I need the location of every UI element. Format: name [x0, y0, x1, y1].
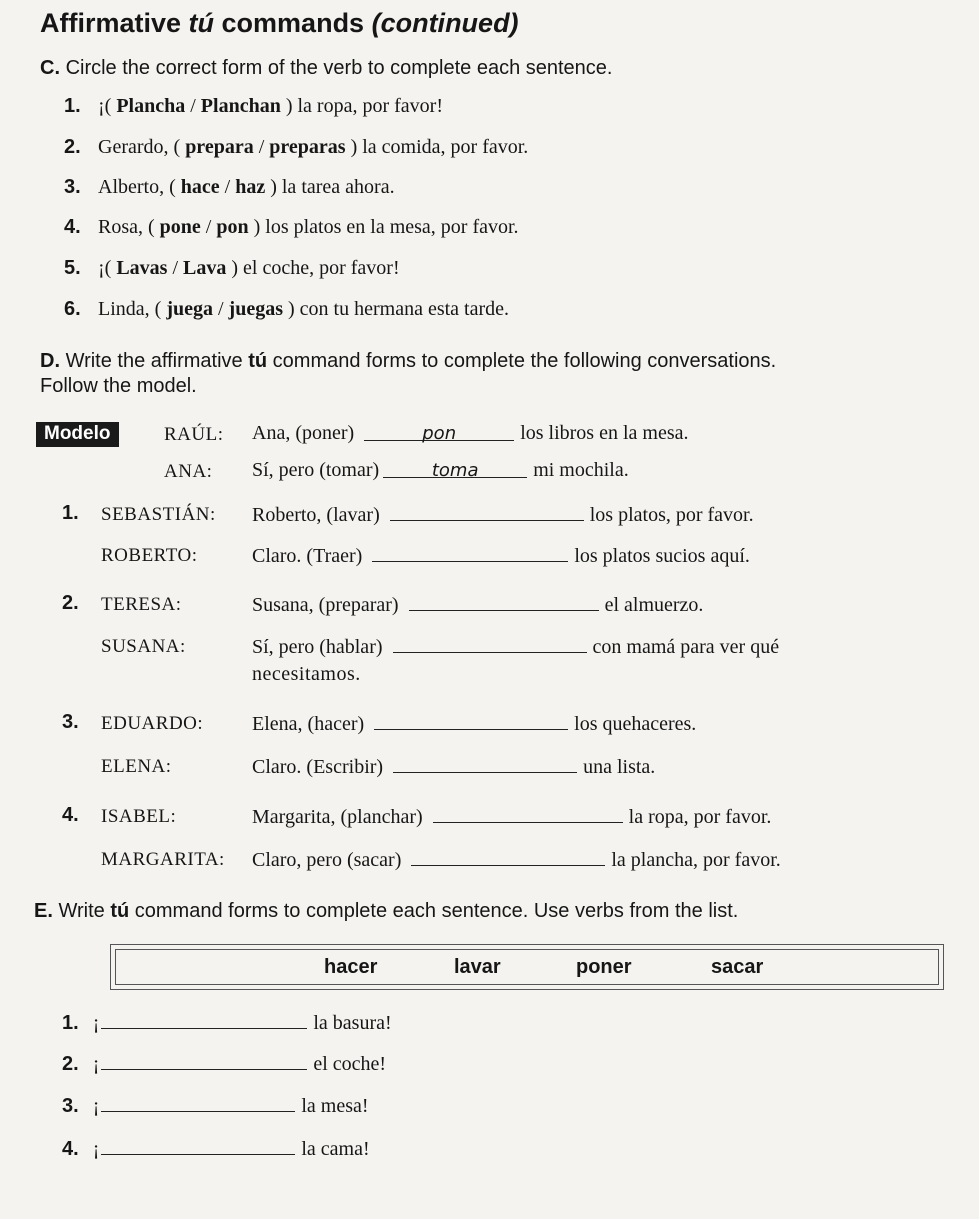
word-bank-item: poner [576, 956, 632, 978]
speaker-label: RAÚL: [164, 424, 224, 445]
verb-option[interactable]: pon [216, 216, 249, 238]
item-number: 4. [62, 804, 79, 826]
dialogue-line: Susana, (preparar) el almuerzo. [252, 594, 704, 616]
speaker-label: MARGARITA: [101, 849, 225, 870]
word-bank-item: hacer [324, 956, 378, 978]
verb-option[interactable]: Plancha [116, 95, 186, 117]
answer-blank[interactable] [101, 1136, 295, 1155]
section-e-item: 2. ¡ el coche! [62, 1053, 387, 1075]
verb-option[interactable]: Planchan [200, 95, 281, 117]
answer-blank[interactable] [101, 1051, 307, 1070]
speaker-label: EDUARDO: [101, 713, 204, 734]
section-c-item: 3. Alberto, ( hace / haz ) la tarea ahora. [64, 176, 395, 198]
section-c-item: 6. Linda, ( juega / juegas ) con tu hermana esta tarde. [64, 298, 510, 320]
speaker-label: TERESA: [101, 594, 182, 615]
section-c-instruction: C. Circle the correct form of the verb to complete each sentence. [40, 57, 613, 79]
model-line: Ana, (poner) pon los libros en la mesa. [252, 422, 689, 444]
item-number: 2. [62, 592, 79, 614]
page-title: Affirmative tú commands (continued) [40, 8, 519, 38]
verb-option[interactable]: pone [159, 216, 201, 238]
speaker-label: ISABEL: [101, 806, 177, 827]
modelo-label: Modelo [36, 422, 119, 447]
word-bank [110, 944, 944, 990]
answer-blank[interactable] [101, 1093, 295, 1112]
answer-blank[interactable]: toma [383, 459, 527, 478]
answer-blank[interactable] [101, 1010, 307, 1029]
section-c-item: 2. Gerardo, ( prepara / preparas ) la comida, por favor. [64, 136, 529, 158]
word-bank-item: sacar [711, 956, 764, 978]
speaker-label: ELENA: [101, 756, 172, 777]
verb-option[interactable]: haz [235, 176, 266, 198]
section-e-item: 3. ¡ la mesa! [62, 1095, 369, 1117]
section-e-instruction: E. Write tú command forms to complete each sentence. Use verbs from the list. [34, 900, 739, 922]
dialogue-line: Roberto, (lavar) los platos, por favor. [252, 504, 754, 526]
verb-option[interactable]: Lava [183, 257, 227, 279]
answer-blank[interactable] [411, 847, 605, 866]
section-e-item: 4. ¡ la cama! [62, 1138, 370, 1160]
section-c-item: 5. ¡( Lavas / Lava ) el coche, por favor! [64, 257, 400, 279]
section-d-instruction-line2: Follow the model. [40, 375, 197, 397]
verb-option[interactable]: preparas [269, 136, 346, 158]
model-line: Sí, pero (tomar) toma mi mochila. [252, 459, 629, 481]
answer-blank[interactable] [372, 543, 568, 562]
verb-option[interactable]: juega [166, 298, 213, 320]
word-bank-item: lavar [454, 956, 501, 978]
dialogue-line: Claro. (Escribir) una lista. [252, 756, 656, 778]
answer-blank[interactable] [409, 592, 599, 611]
dialogue-line: Elena, (hacer) los quehaceres. [252, 713, 697, 735]
answer-blank[interactable] [433, 804, 623, 823]
speaker-label: ROBERTO: [101, 545, 198, 566]
speaker-label: ANA: [164, 461, 213, 482]
dialogue-line: Sí, pero (hablar) con mamá para ver qué [252, 636, 780, 658]
section-c-item: 1. ¡( Plancha / Planchan ) la ropa, por favor! [64, 95, 443, 117]
answer-blank[interactable] [393, 754, 577, 773]
dialogue-line: Margarita, (planchar) la ropa, por favor. [252, 806, 772, 828]
item-number: 1. [62, 502, 79, 524]
verb-option[interactable]: juegas [228, 298, 283, 320]
section-e-item: 1. ¡ la basura! [62, 1012, 392, 1034]
dialogue-line-continued: necesitamos. [252, 663, 361, 685]
section-c-item: 4. Rosa, ( pone / pon ) los platos en la mesa, por favor. [64, 216, 519, 238]
section-d-instruction: D. Write the affirmative tú command forms to complete the following conversations. [40, 350, 777, 372]
item-number: 3. [62, 711, 79, 733]
dialogue-line: Claro, pero (sacar) la plancha, por favor. [252, 849, 781, 871]
answer-blank[interactable] [390, 502, 584, 521]
speaker-label: SUSANA: [101, 636, 186, 657]
verb-option[interactable]: prepara [185, 136, 254, 158]
verb-option[interactable]: Lavas [116, 257, 168, 279]
dialogue-line: Claro. (Traer) los platos sucios aquí. [252, 545, 750, 567]
answer-blank[interactable]: pon [364, 422, 514, 441]
answer-blank[interactable] [393, 634, 587, 653]
answer-blank[interactable] [374, 711, 568, 730]
speaker-label: SEBASTIÁN: [101, 504, 216, 525]
verb-option[interactable]: hace [180, 176, 220, 198]
